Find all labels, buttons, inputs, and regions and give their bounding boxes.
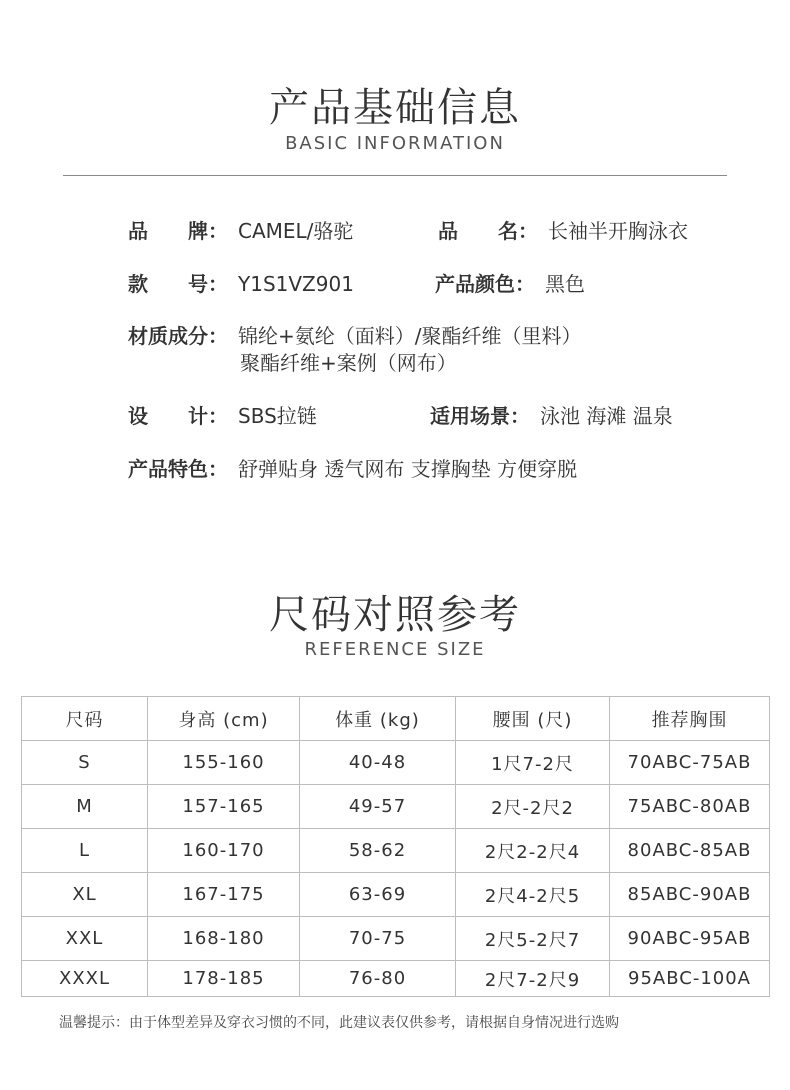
table-row (22, 917, 770, 961)
waist-cell: 2尺-2尺2 (456, 785, 610, 829)
color-value: 黑色 (545, 272, 585, 296)
bust-cell: 95ABC-100A (610, 961, 770, 997)
weight-cell: 58-62 (300, 829, 456, 873)
weight-cell: 76-80 (300, 961, 456, 997)
product-name-value: 长袖半开胸泳衣 (548, 219, 688, 243)
table-row (22, 785, 770, 829)
feature-label: 产品特色： (128, 457, 228, 481)
section-divider (63, 175, 727, 176)
header-height: 身高 (cm) (148, 697, 300, 741)
waist-cell: 2尺7-2尺9 (456, 961, 610, 997)
brand-label: 品 牌： (128, 219, 228, 243)
table-header-row (22, 697, 770, 741)
table-row (22, 741, 770, 785)
material-value: 锦纶+氨纶（面料）/聚酯纤维（里料） (238, 324, 582, 348)
header-size: 尺码 (22, 697, 148, 741)
weight-cell: 70-75 (300, 917, 456, 961)
waist-cell: 2尺4-2尺5 (456, 873, 610, 917)
basic-info-title: 产品基础信息 (269, 85, 521, 131)
size-cell: L (22, 829, 148, 873)
table-row (22, 873, 770, 917)
table-row (22, 961, 770, 997)
scene-label: 适用场景： (430, 404, 530, 428)
color-label: 产品颜色： (435, 272, 535, 296)
size-cell: XXXL (22, 961, 148, 997)
brand-value: CAMEL/骆驼 (238, 219, 354, 243)
scene-value: 泳池 海滩 温泉 (540, 404, 673, 428)
tip-note: 温馨提示：由于体型差异及穿衣习惯的不同，此建议表仅供参考，请根据自身情况进行选购 (59, 1015, 619, 1031)
table-row (22, 829, 770, 873)
weight-cell: 49-57 (300, 785, 456, 829)
height-cell: 157-165 (148, 785, 300, 829)
size-cell: S (22, 741, 148, 785)
bust-cell: 75ABC-80AB (610, 785, 770, 829)
header-weight: 体重 (kg) (300, 697, 456, 741)
size-ref-title: 尺码对照参考 (269, 592, 521, 638)
weight-cell: 63-69 (300, 873, 456, 917)
model-label: 款 号： (128, 272, 228, 296)
product-name-label: 品 名： (438, 219, 538, 243)
height-cell: 168-180 (148, 917, 300, 961)
waist-cell: 1尺7-2尺 (456, 741, 610, 785)
design-label: 设 计： (128, 404, 228, 428)
size-ref-subtitle: REFERENCE SIZE (304, 639, 486, 660)
size-cell: XL (22, 873, 148, 917)
design-value: SBS拉链 (238, 404, 317, 428)
material-label: 材质成分： (128, 324, 228, 348)
height-cell: 178-185 (148, 961, 300, 997)
waist-cell: 2尺5-2尺7 (456, 917, 610, 961)
size-cell: XXL (22, 917, 148, 961)
size-table (21, 696, 770, 997)
weight-cell: 40-48 (300, 741, 456, 785)
size-cell: M (22, 785, 148, 829)
header-bust: 推荐胸围 (610, 697, 770, 741)
basic-info-subtitle: BASIC INFORMATION (285, 133, 505, 154)
height-cell: 160-170 (148, 829, 300, 873)
bust-cell: 90ABC-95AB (610, 917, 770, 961)
feature-value: 舒弹贴身 透气网布 支撑胸垫 方便穿脱 (238, 457, 578, 481)
header-waist: 腰围 (尺) (456, 697, 610, 741)
height-cell: 155-160 (148, 741, 300, 785)
model-value: Y1S1VZ901 (238, 272, 354, 296)
bust-cell: 70ABC-75AB (610, 741, 770, 785)
bust-cell: 80ABC-85AB (610, 829, 770, 873)
material-value-2: 聚酯纤维+案例（网布） (240, 351, 457, 375)
waist-cell: 2尺2-2尺4 (456, 829, 610, 873)
bust-cell: 85ABC-90AB (610, 873, 770, 917)
height-cell: 167-175 (148, 873, 300, 917)
